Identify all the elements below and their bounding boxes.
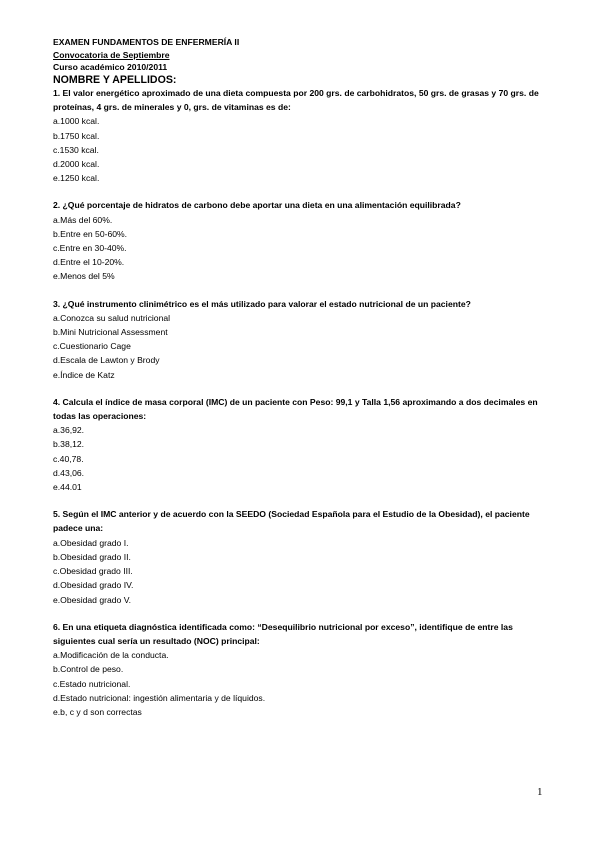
- question-statement: Según el IMC anterior y de acuerdo con la SEEDO (Sociedad Española para el Estudio de la Obesidad), el paciente padece una:: [53, 509, 530, 534]
- question-2: [53, 198, 548, 283]
- answer-option-d: d.Escala de Lawton y Brody: [53, 355, 160, 366]
- question-number: 2.: [53, 200, 61, 211]
- page-number: 1: [537, 786, 543, 798]
- answer-option-b: b.38,12.: [53, 439, 85, 450]
- question-number: 6.: [53, 621, 61, 632]
- question-statement: Calcula el índice de masa corporal (IMC) de un paciente con Peso: 99,1 y Talla 1,56 aproximando a dos decimales en todas las operaciones:: [53, 396, 538, 422]
- question-statement: En una etiqueta diagnóstica identificada como: “Desequilibrio nutricional por exceso”, identifique de entre las siguientes cual sería un resultado (NOC) principal:: [53, 621, 513, 646]
- question-statement: ¿Qué porcentaje de hidratos de carbono debe aportar una dieta en una alimentación equilibrada?: [60, 200, 461, 211]
- answer-option-a: a.Modificación de la conducta.: [53, 650, 169, 661]
- answer-option-a: a.Conozca su salud nutricional: [53, 312, 171, 323]
- question-number: 3.: [53, 298, 61, 309]
- question-number: 1.: [53, 88, 61, 98]
- question-statement: ¿Qué instrumento clinimétrico es el más utilizado para valorar el estado nutricional de un paciente?: [60, 298, 471, 309]
- answer-option-b: b.Control de peso.: [53, 664, 124, 675]
- exam-session: Convocatoria de Septiembre: [53, 49, 170, 60]
- answer-option-d: d.43,06.: [53, 467, 85, 478]
- answer-option-a: a.Obesidad grado I.: [53, 537, 129, 548]
- question-5: [53, 507, 548, 606]
- question-3: [53, 297, 548, 382]
- answer-option-a: a.1000 kcal.: [53, 116, 100, 127]
- answer-option-d: d.2000 kcal.: [53, 159, 100, 170]
- question-6: [53, 620, 548, 719]
- answer-option-a: a.Más del 60%.: [53, 214, 113, 225]
- answer-option-e: e.b, c y d son correctas: [53, 706, 142, 717]
- answer-option-e: e.Obesidad grado V.: [53, 594, 132, 605]
- answer-option-c: c.40,78.: [53, 453, 84, 464]
- answer-option-b: b.1750 kcal.: [53, 130, 100, 141]
- answer-option-e: e.Menos del 5%: [53, 271, 115, 282]
- question-statement: El valor energético aproximado de una dieta compuesta por 200 grs. de carbohidratos, 50 grs. de grasas y 70 grs. de proteínas, 4 grs. de minerales y 0, grs. de vitaminas es de:: [53, 88, 539, 113]
- answer-option-c: c.1530 kcal.: [53, 144, 99, 155]
- question-text: [53, 198, 548, 212]
- name-field-label: NOMBRE Y APELLIDOS:: [53, 73, 177, 86]
- answer-option-c: c.Cuestionario Cage: [53, 341, 131, 352]
- answer-option-e: e.1250 kcal.: [53, 173, 100, 184]
- answer-option-d: d.Estado nutricional: ingestión alimentaria y de líquidos.: [53, 692, 266, 703]
- answer-option-d: d.Entre el 10-20%.: [53, 257, 125, 268]
- question-text: [53, 620, 548, 648]
- question-text: [53, 86, 548, 114]
- answer-option-c: c.Obesidad grado III.: [53, 566, 133, 577]
- answer-option-b: b.Entre en 50-60%.: [53, 228, 128, 239]
- question-text: [53, 395, 548, 423]
- exam-page: [53, 36, 548, 719]
- question-text: [53, 297, 548, 311]
- exam-title: EXAMEN FUNDAMENTOS DE ENFERMERÍA II: [53, 37, 240, 47]
- answer-option-b: b.Obesidad grado II.: [53, 551, 131, 562]
- answer-option-a: a.36,92.: [53, 425, 85, 436]
- question-number: 5.: [53, 509, 61, 520]
- academic-year: Curso académico 2010/2011: [53, 62, 168, 72]
- question-text: [53, 507, 548, 535]
- question-4: [53, 395, 548, 494]
- answer-option-b: b.Mini Nutricional Assessment: [53, 327, 168, 338]
- answer-option-c: c.Entre en 30-40%.: [53, 243, 127, 254]
- question-number: 4.: [53, 396, 61, 407]
- answer-option-e: e.Índice de Katz: [53, 369, 115, 380]
- question-1: [53, 86, 548, 185]
- answer-option-e: e.44.01: [53, 482, 82, 493]
- answer-option-c: c.Estado nutricional.: [53, 678, 131, 689]
- answer-option-d: d.Obesidad grado IV.: [53, 580, 134, 591]
